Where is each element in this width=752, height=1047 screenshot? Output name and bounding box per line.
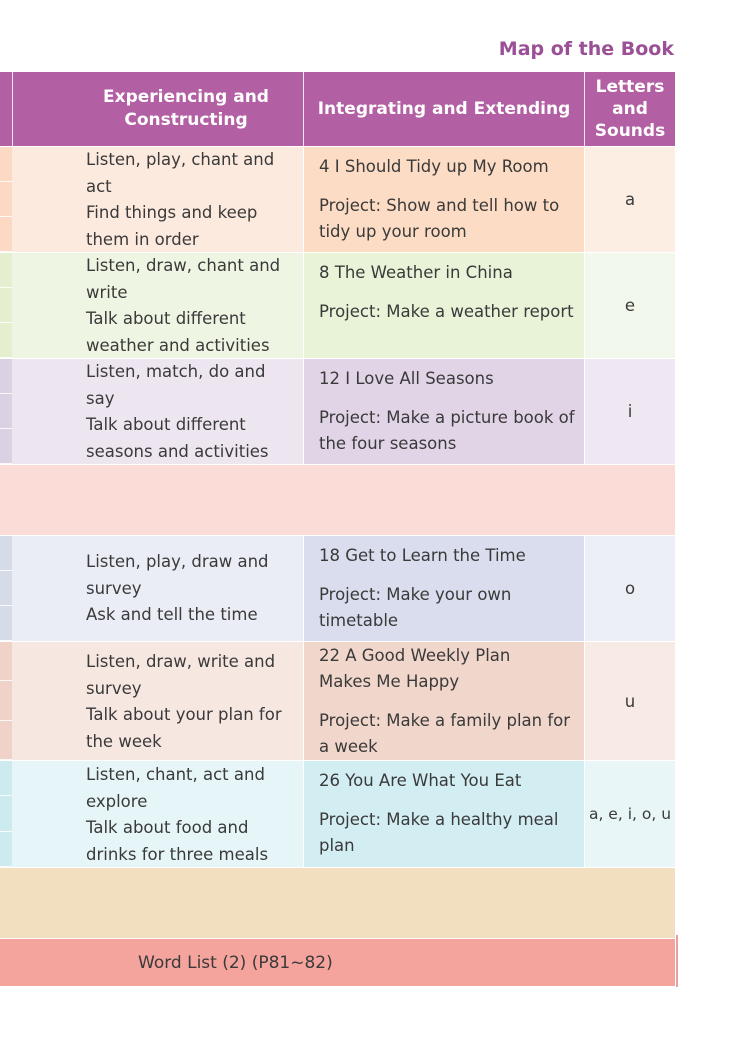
activity-text: Listen, match, do and say [86,362,266,408]
row-strip [0,536,12,641]
header-letters: Letters and Sounds [594,77,666,141]
activity-text: Listen, play, chant and act [86,150,275,196]
unit-title: 26 You Are What You Eat [319,771,522,790]
review-band [0,465,675,535]
activity-text: Talk about food and drinks for three meals [86,818,269,864]
activity-text: Talk about different seasons and activities [86,415,269,461]
project-text: Project: Make your own timetable [319,585,512,630]
page-title: Map of the Book [498,38,674,60]
unit-cell [304,253,584,358]
row-strip [0,359,12,464]
unit-title: 18 Get to Learn the Time [319,546,526,565]
table-header [0,72,675,146]
unit-cell [304,536,584,641]
row-strip [0,761,12,867]
letters-cell [585,253,675,358]
table-row [0,253,675,358]
header-experiencing: Experiencing and Constructing [103,87,269,130]
letters-cell [585,761,675,867]
activities-cell [12,761,303,867]
letters-text: i [627,402,633,421]
activities-cell [12,642,303,760]
unit-title: 4 I Should Tidy up My Room [319,157,549,176]
letters-text: o [624,579,636,598]
table-row [0,359,675,464]
letters-cell [585,359,675,464]
activity-text: Listen, play, draw and survey [86,552,269,598]
header-divider [12,72,13,146]
unit-title: 12 I Love All Seasons [319,369,494,388]
activity-text: Listen, draw, write and survey [86,652,276,698]
table-row [0,761,675,867]
unit-title: 22 A Good Weekly Plan Makes Me Happy [319,646,511,691]
row-strip [0,642,12,760]
word-list-bar [0,939,675,986]
project-text: Project: Make a weather report [319,302,574,321]
project-text: Project: Make a healthy meal plan [319,810,559,855]
letters-text: a [624,190,636,209]
letters-text: e [624,296,636,315]
activity-text: Ask and tell the time [86,605,258,624]
letters-cell [585,147,675,252]
unit-cell [304,642,584,760]
activity-text: Find things and keep them in order [86,203,258,249]
letters-cell [585,642,675,760]
unit-cell [304,761,584,867]
activities-cell [12,253,303,358]
unit-cell [304,147,584,252]
activity-text: Talk about your plan for the week [86,705,282,751]
project-text: Project: Make a family plan for a week [319,711,571,756]
unit-title: 8 The Weather in China [319,263,513,282]
activities-cell [12,147,303,252]
project-text: Project: Make a picture book of the four seasons [319,408,575,453]
unit-cell [304,359,584,464]
table-row [0,147,675,252]
project-text: Project: Show and tell how to tidy up your room [319,196,560,241]
word-list-label: Word List (2) (P81~82) [138,953,333,973]
letters-text: u [624,691,636,711]
page-edge [676,935,678,987]
activity-text: Listen, chant, act and explore [86,765,265,811]
review-band [0,868,675,938]
header-blank-cell [0,72,12,146]
row-strip [0,253,12,358]
activity-text: Talk about different weather and activities [86,309,270,355]
table-row [0,536,675,641]
letters-text: a, e, i, o, u [588,805,672,823]
activities-cell [12,359,303,464]
header-integrating: Integrating and Extending [317,98,571,119]
letters-cell [585,536,675,641]
row-strip [0,147,12,252]
activity-text: Listen, draw, chant and write [86,256,281,302]
activities-cell [12,536,303,641]
table-row [0,642,675,760]
